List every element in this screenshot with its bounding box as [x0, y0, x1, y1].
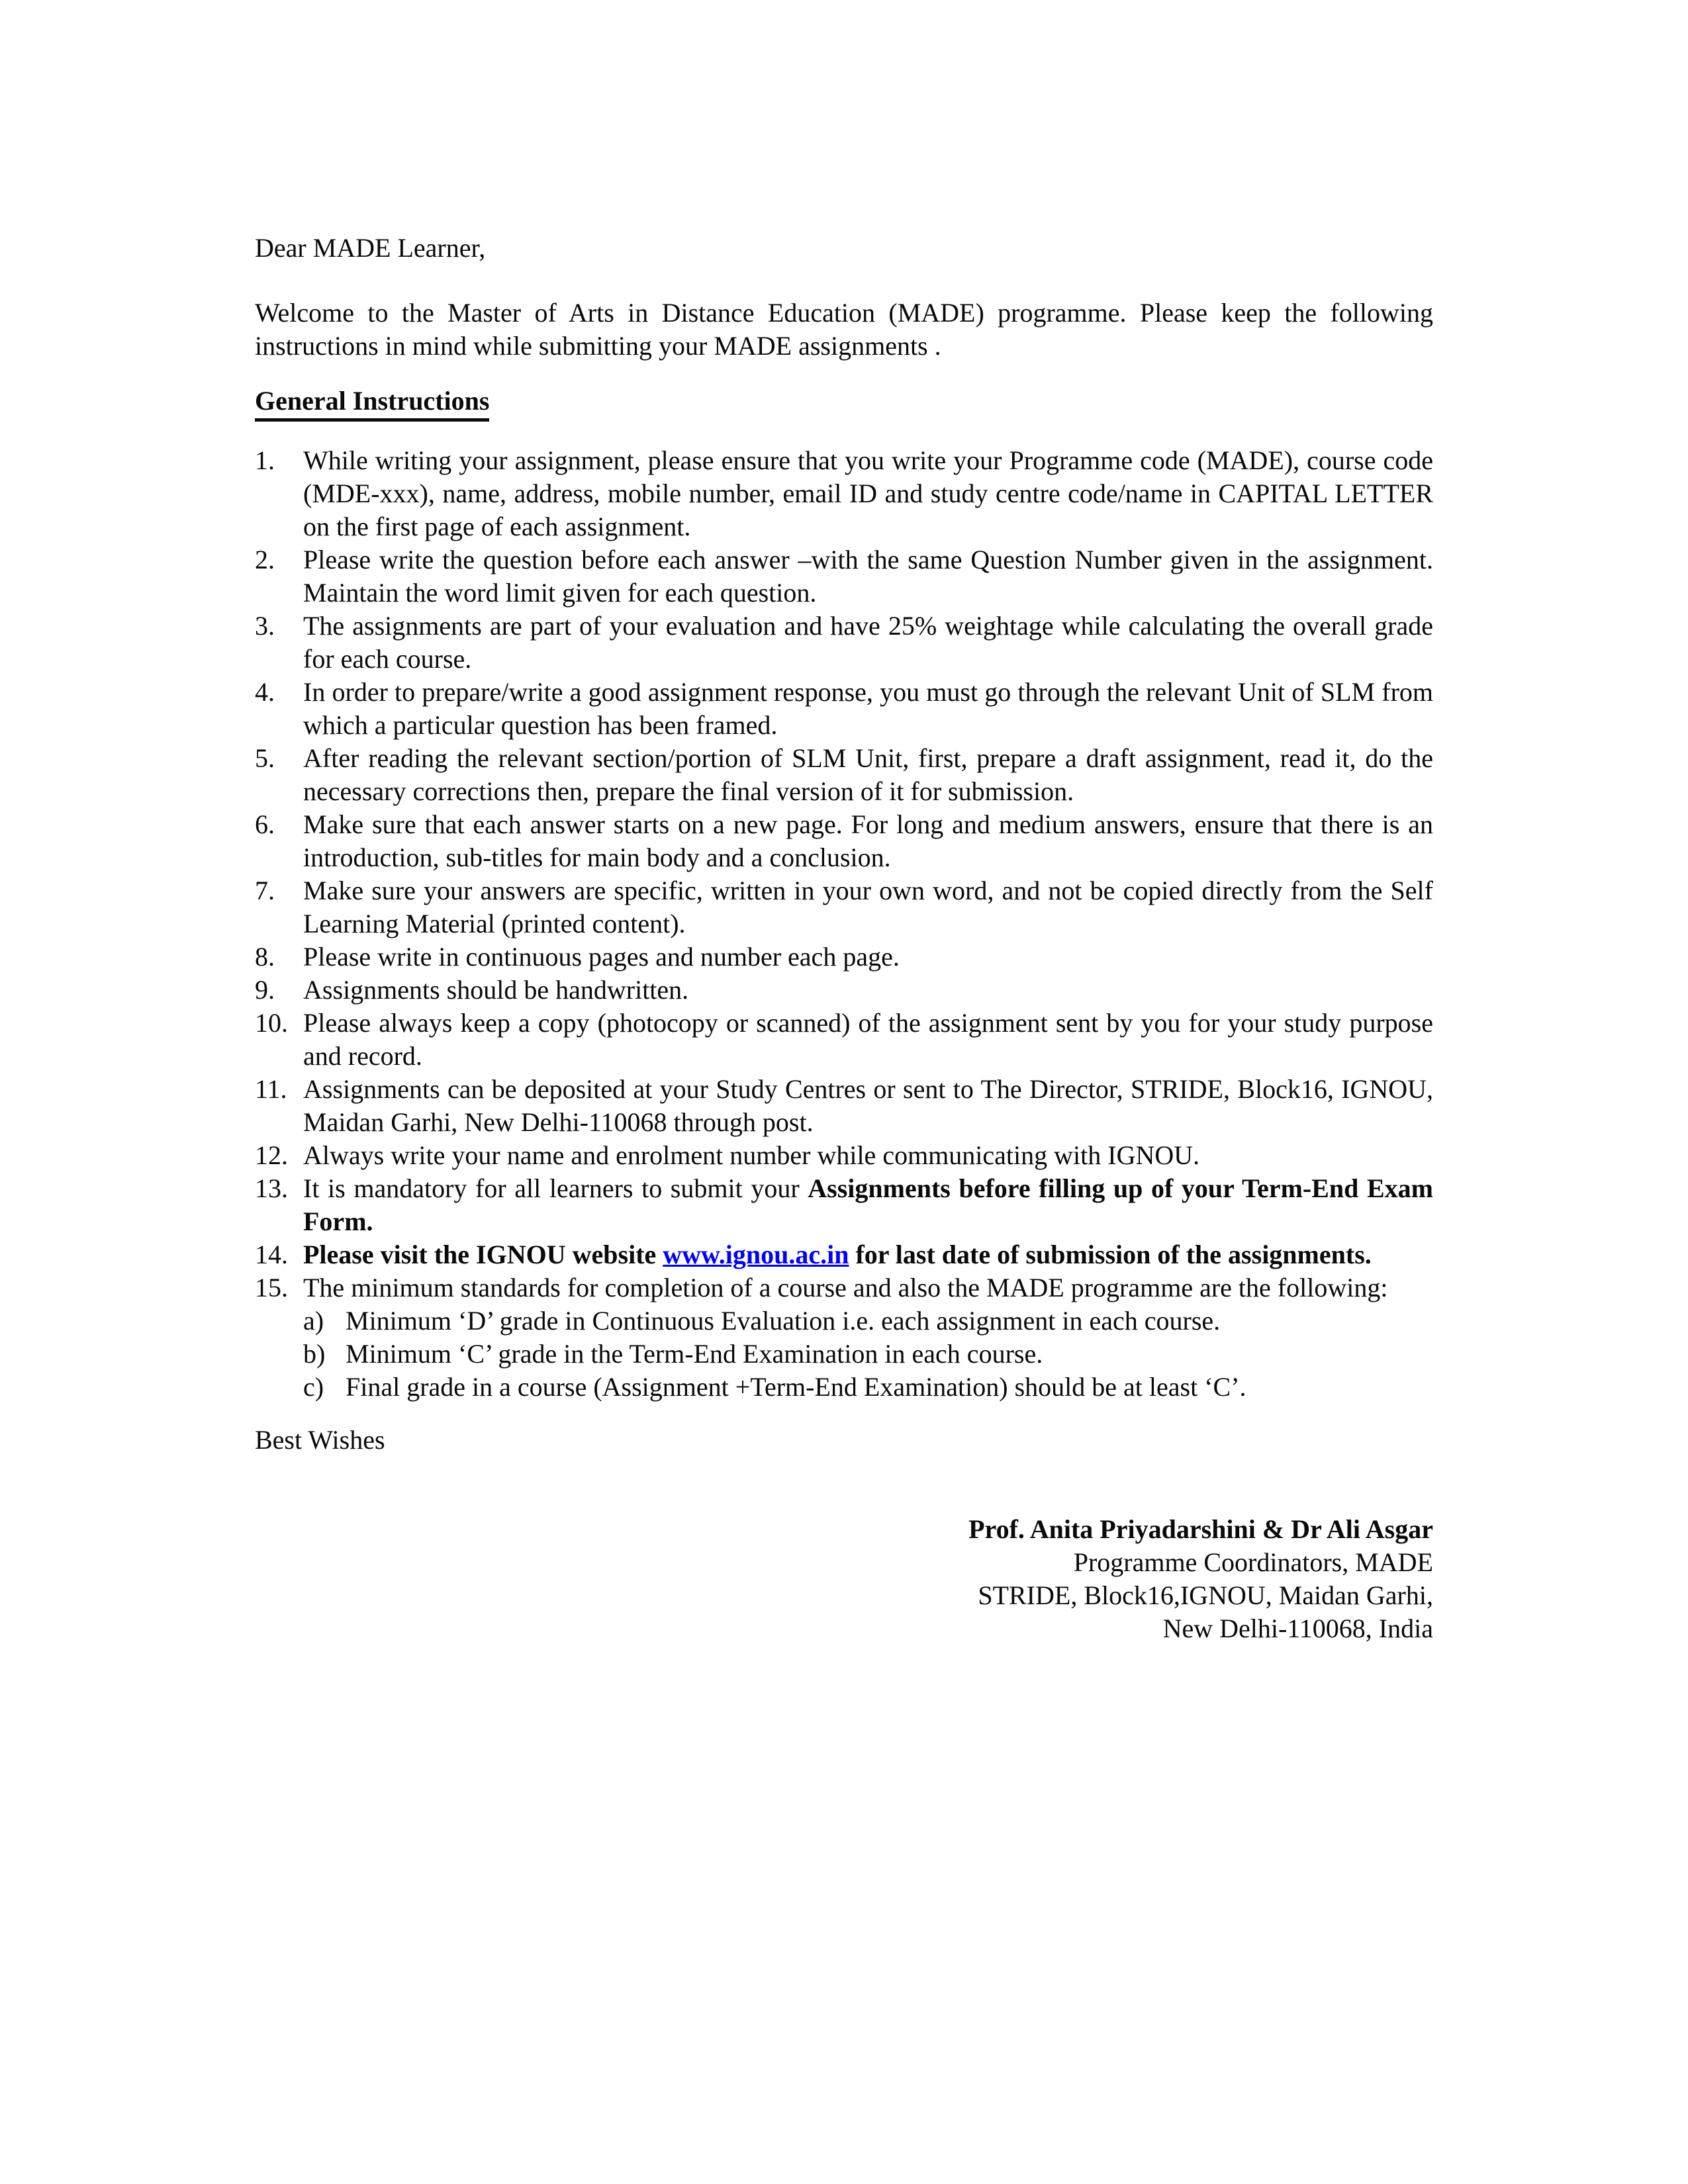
instruction-text-lead: The minimum standards for completion of a course and also the MADE programme are the following: [303, 1273, 1388, 1302]
intro-paragraph: Welcome to the Master of Arts in Distance Education (MADE) programme. Please keep the following instructions in mind while submitting your MADE assignments . [255, 298, 1433, 361]
signature-address-1: STRIDE, Block16,IGNOU, Maidan Garhi, [978, 1580, 1433, 1610]
instruction-text: Make sure your answers are specific, written in your own word, and not be copied directly from the Self Learning Material (printed content). [303, 876, 1433, 938]
closing: Best Wishes [255, 1425, 385, 1455]
sub-instruction-text: Final grade in a course (Assignment +Term-End Examination) should be at least ‘C’. [346, 1372, 1246, 1402]
instruction-item [255, 1139, 1433, 1172]
signature-address-2: New Delhi-110068, India [1162, 1614, 1433, 1643]
instruction-number: 1. [255, 445, 275, 475]
instruction-item [255, 676, 1433, 742]
instruction-number: 15. [255, 1273, 288, 1302]
ignou-website-link[interactable]: www.ignou.ac.in [663, 1240, 849, 1269]
instruction-number: 2. [255, 545, 275, 574]
instruction-item [255, 1271, 1433, 1404]
sub-instruction-item [303, 1371, 1433, 1404]
instruction-item [255, 874, 1433, 940]
instruction-item [255, 808, 1433, 874]
sub-instruction-marker: c) [303, 1372, 324, 1402]
instruction-text: Make sure that each answer starts on a new page. For long and medium answers, ensure that there is an introduction, sub-titles for main body and a conclusion. [303, 809, 1433, 872]
instruction-item [255, 1238, 1433, 1271]
instruction-text-bold: Assignments before filling up of your Term-End Exam Form. [303, 1173, 1433, 1236]
instruction-text: Assignments should be handwritten. [303, 975, 689, 1005]
instruction-number: 9. [255, 975, 275, 1005]
instruction-text-bold: for last date of submission of the assignments. [849, 1240, 1372, 1269]
instruction-text: Assignments can be deposited at your Study Centres or sent to The Director, STRIDE, Block16, IGNOU, Maidan Garhi, New Delhi-110068 through post. [303, 1074, 1433, 1137]
instruction-text [303, 1238, 1433, 1271]
sub-instruction-item [303, 1304, 1433, 1338]
section-heading-text: General Instructions [255, 385, 489, 422]
salutation: Dear MADE Learner, [255, 233, 486, 263]
instruction-number: 7. [255, 876, 275, 905]
instruction-list [255, 444, 1433, 1404]
instruction-text: Always write your name and enrolment number while communicating with IGNOU. [303, 1140, 1200, 1170]
sub-instruction-item [303, 1338, 1433, 1371]
signature-name: Prof. Anita Priyadarshini & Dr Ali Asgar [968, 1514, 1433, 1544]
instruction-text-regular: It is mandatory for all learners to submit your [303, 1173, 808, 1203]
instruction-text: Please always keep a copy (photocopy or scanned) of the assignment sent by you for your study purpose and record. [303, 1008, 1433, 1071]
sub-instruction-marker: a) [303, 1306, 324, 1336]
instruction-text: Please write in continuous pages and number each page. [303, 942, 900, 972]
instruction-number: 5. [255, 743, 275, 773]
instruction-item [255, 444, 1433, 543]
instruction-text [303, 1172, 1433, 1238]
instruction-number: 8. [255, 942, 275, 972]
instruction-number: 12. [255, 1140, 288, 1170]
instruction-number: 11. [255, 1074, 287, 1104]
instruction-text-bold: Please visit the IGNOU website [303, 1240, 663, 1269]
sub-instruction-text: Minimum ‘C’ grade in the Term-End Examination in each course. [346, 1339, 1043, 1369]
instruction-text [303, 1271, 1433, 1404]
instruction-item [255, 974, 1433, 1007]
instruction-number: 3. [255, 611, 275, 641]
instruction-item [255, 742, 1433, 808]
instruction-number: 13. [255, 1173, 288, 1203]
instruction-number: 6. [255, 809, 275, 839]
instruction-number: 10. [255, 1008, 288, 1038]
instruction-item [255, 940, 1433, 974]
instruction-text: The assignments are part of your evaluation and have 25% weightage while calculating the overall grade for each course. [303, 611, 1433, 674]
instruction-item [255, 1007, 1433, 1073]
instruction-number: 14. [255, 1240, 288, 1269]
instruction-item [255, 543, 1433, 610]
instruction-text: In order to prepare/write a good assignment response, you must go through the relevant Unit of SLM from which a particular question has been framed. [303, 677, 1433, 740]
instruction-item [255, 1073, 1433, 1139]
instruction-text: After reading the relevant section/portion of SLM Unit, first, prepare a draft assignment, read it, do the necessary corrections then, prepare the final version of it for submission. [303, 743, 1433, 806]
instruction-item [255, 610, 1433, 676]
instruction-item [255, 1172, 1433, 1238]
signature-role: Programme Coordinators, MADE [1073, 1547, 1433, 1577]
sub-instruction-text: Minimum ‘D’ grade in Continuous Evaluation i.e. each assignment in each course. [346, 1306, 1221, 1336]
sub-instruction-marker: b) [303, 1339, 326, 1369]
instruction-number: 4. [255, 677, 275, 707]
signature-block [255, 1513, 1433, 1645]
section-heading [255, 385, 1433, 422]
instruction-text: Please write the question before each answer –with the same Question Number given in the assignment. Maintain the word limit given for each question. [303, 545, 1433, 608]
instruction-text: While writing your assignment, please ensure that you write your Programme code (MADE), course code (MDE-xxx), name, address, mobile number, email ID and study centre code/name in CAPITAL LETTER on the first page of each assignment. [303, 445, 1433, 541]
